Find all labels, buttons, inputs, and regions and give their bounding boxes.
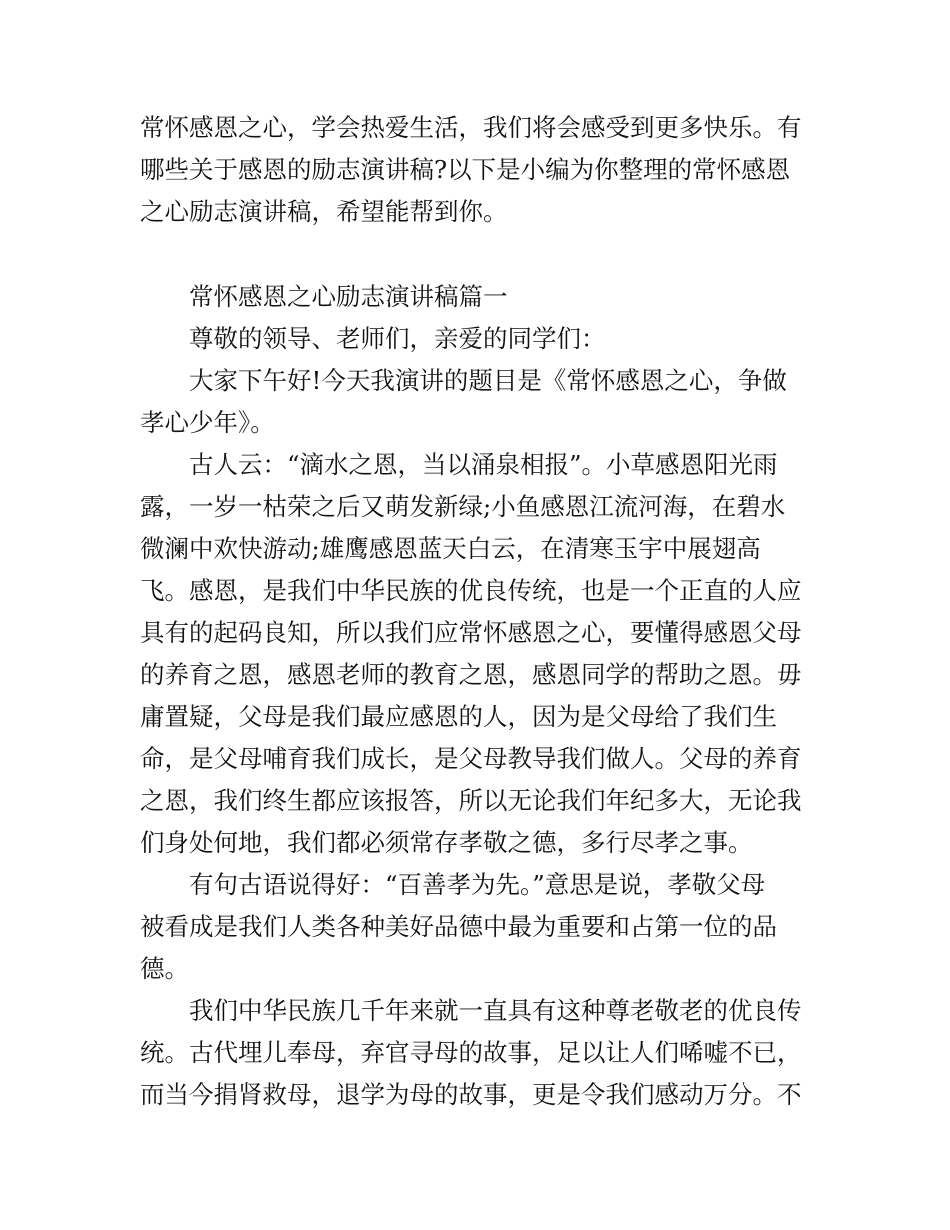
text-line: 古人云：“滴水之恩，当以涌泉相报”。小草感恩阳光雨 bbox=[189, 450, 778, 479]
text-line: 常怀感恩之心，学会热爱生活，我们将会感受到更多快乐。有 bbox=[140, 113, 802, 142]
text-line: 具有的起码良知，所以我们应常怀感恩之心，要懂得感恩父母 bbox=[140, 618, 802, 647]
text-line: 德。 bbox=[140, 954, 189, 983]
text-line: 之恩，我们终生都应该报答，所以无论我们年纪多大，无论我 bbox=[140, 786, 802, 815]
text-line: 孝心少年》。 bbox=[140, 408, 275, 437]
text-line: 命，是父母哺育我们成长，是父母教导我们做人。父母的养育 bbox=[140, 744, 802, 773]
text-line: 我们中华民族几千年来就一直具有这种尊老敬老的优良传 bbox=[189, 996, 802, 1025]
text-line: 被看成是我们人类各种美好品德中最为重要和占第一位的品 bbox=[140, 912, 777, 941]
text-line: 有句古语说得好：“百善孝为先。”意思是说，孝敬父母 bbox=[189, 870, 766, 899]
text-line: 露，一岁一枯荣之后又萌发新绿;小鱼感恩江流河海，在碧水 bbox=[140, 492, 786, 521]
text-line: 庸置疑，父母是我们最应感恩的人，因为是父母给了我们生 bbox=[140, 702, 777, 731]
text-line: 微澜中欢快游动;雄鹰感恩蓝天白云，在清寒玉宇中展翅高 bbox=[140, 534, 761, 563]
section-title: 常怀感恩之心励志演讲稿篇一 bbox=[189, 282, 508, 311]
text-line: 们身处何地，我们都必须常存孝敬之德，多行尽孝之事。 bbox=[140, 828, 753, 857]
text-line: 统。古代埋儿奉母，弃官寻母的故事，足以让人们唏嘘不已， bbox=[140, 1038, 802, 1067]
text-line: 哪些关于感恩的励志演讲稿?以下是小编为你整理的常怀感恩 bbox=[140, 155, 791, 184]
intro-paragraph bbox=[140, 107, 820, 233]
salutation: 尊敬的领导、老师们，亲爱的同学们： bbox=[189, 324, 606, 353]
text-line: 之心励志演讲稿，希望能帮到你。 bbox=[140, 197, 508, 226]
speech-body bbox=[140, 276, 820, 1116]
text-line: 飞。感恩，是我们中华民族的优良传统，也是一个正直的人应 bbox=[140, 576, 802, 605]
text-line: 大家下午好!今天我演讲的题目是《常怀感恩之心，争做 bbox=[189, 366, 787, 395]
text-line: 的养育之恩，感恩老师的教育之恩，感恩同学的帮助之恩。毋 bbox=[140, 660, 802, 689]
text-line: 而当今捐肾救母，退学为母的故事，更是令我们感动万分。不 bbox=[140, 1080, 802, 1109]
